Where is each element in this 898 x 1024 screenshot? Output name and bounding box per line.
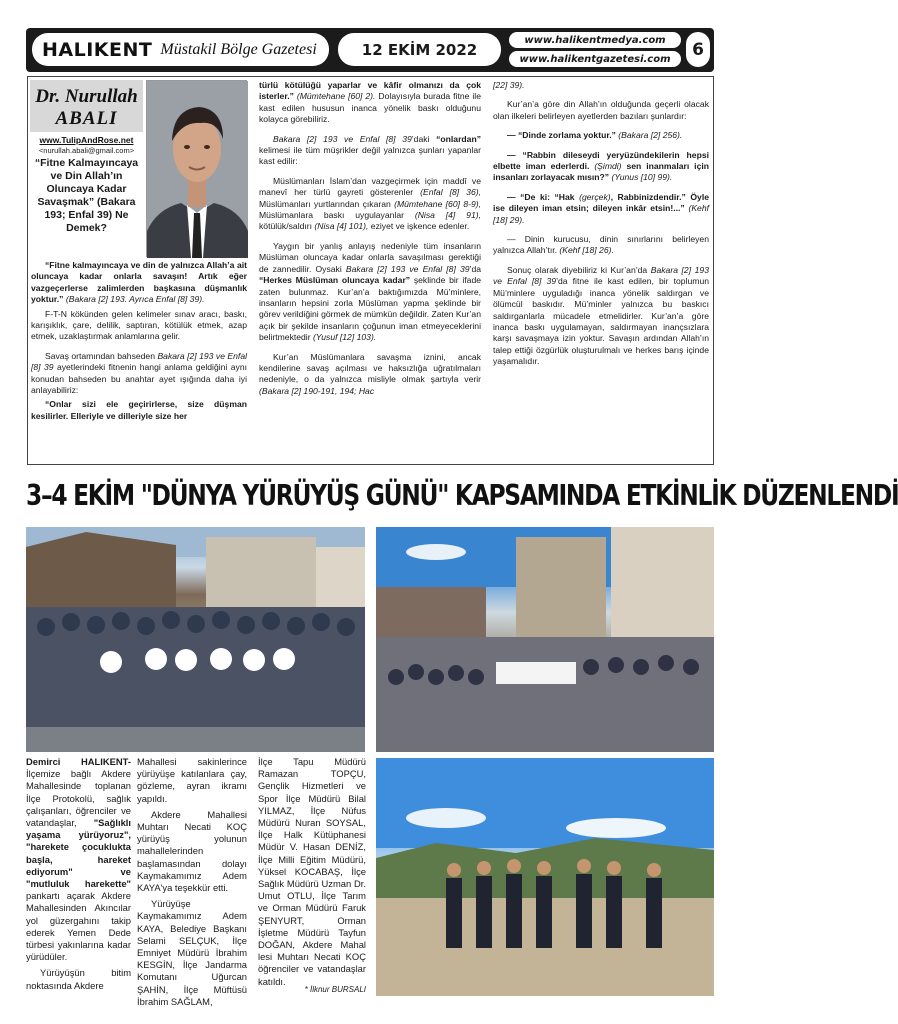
article-paragraph: Kur’an’a göre din Allah’ın olduğunda geçerli olacak olan ilkeleri belirleyen ayetlerden bazıları şunlardır: — [493, 99, 709, 121]
brand-name: HALIKENT — [42, 38, 153, 61]
officials-walking-photo — [376, 758, 714, 996]
author-last-name: ABALI — [55, 108, 118, 129]
article-paragraph: [22] 39). — [493, 80, 525, 90]
page-number: 6 — [686, 32, 710, 67]
article-paragraph: Savaş ortamından bahseden Bakara [2] 193 ve Enfal [8] 39 ayetlerindeki fitnenin hangi anlama geldiğini aynı konudan bahseden bu anahtar ayet ışığında daha iyi anlayabiliriz: — [31, 350, 248, 396]
article-paragraph: Yaygın bir yanlış anlayış nedeniyle tüm insanların Müslüman oluncaya kadar onlarla savaşılması gerektiği de zannedilir. Oysaki Bakara [2] 193 ve Enfal [8] 39’da “Herkes Müslüman oluncaya kadar” şeklinde bir ifade zaten bulunmaz. Kur’an’a baktığımızda Mü’minlere, insanların hepsini zorla Müslüman yapma şeklinde bir görev verildiğini görmek de mümkün değildir. Zaten Kur’an açık bir şekilde insanların çoğunun iman etmeyeceklerini belirtmektedir (Yusuf [12] 103). — [259, 240, 482, 343]
author-block — [30, 80, 143, 256]
news-paragraph: İlçe Tapu Müdürü Ramazan TOPÇU, Gençlik Hizmetleri ve Spor İlçe Müdürü Bilal YILMAZ, İlçe Nüfus Müdürü Nuran SOYSAL, İlçe Halk Kütüphanesi Müdür V. Hasan DENİZ, İlçe Milli Eğitim Müdürü, Yüksel KOCABAŞ, İlçe Sağlık Müdürü Uzman Dr. Umut OTLU, İlçe Tarım ve Orman Müdürü Faruk ŞENYURT, Orman İşletme Müdürü Tayfun DOĞAN, Akdere Mahal lesi Muhtarı Necati KOÇ öğrenciler ve vatandaşlar katıldı. — [258, 756, 366, 987]
masthead — [26, 28, 714, 72]
news-paragraph: Akdere Mahallesi Muhtarı Necati KOÇ yürüyüş yolunun mahallelerinden başlamasından dolayı Kaymakamımız Adem KAYA'ya teşekkür etti. — [137, 808, 247, 894]
quote-paragraph: — “De ki: “Hak (gerçek), Rabbinizdendir.” Öyle ise dileyen iman etsin; dileyen inkâr etsin!...” (Kehf [18] 29). — [493, 191, 709, 225]
article-paragraph: F-T-N kökünden gelen kelimeler sınav aracı, baskı, karışıklık, çare, delilik, saptıran, kötülük etmek, azap etmek, uzaklaştırmak anlamlarına gelir. — [31, 308, 247, 342]
website-link-2[interactable]: www.halikentgazetesi.com — [509, 51, 681, 67]
quote-paragraph: — “Rabbin dileseydi yeryüzündekilerin hepsi elbette iman ederlerdi. (Şimdi) sen inanmaları için insanları zorlayacak mısın?” (Yunus [10] 99). — [493, 149, 709, 183]
article-column-1 — [31, 260, 247, 462]
article-paragraph: Müslümanları İslam’dan vazgeçirmek için maddî ve manevî her türlü gayreti gösterenler (Enfal [8] 36), Müslümanları yurtlarından çıkaran (Mümtehane [60] 8-9), Müslümanlara baskı uygulayanlar (Nisa [4] 91), kötülük/saldırı (Nisa [4] 101), eziyet ve işkence edenler. — [259, 175, 481, 232]
newspaper-brand — [32, 33, 329, 66]
issue-date: 12 EKİM 2022 — [338, 33, 501, 66]
article-column-3 — [493, 80, 709, 462]
article-column-2 — [259, 80, 481, 462]
author-portrait — [146, 80, 247, 257]
quote-paragraph: — “Dinde zorlama yoktur.” (Bakara [2] 256). — [507, 130, 683, 141]
article-paragraph: Kur’an Müslümanlara savaşma iznini, ancak kendilerine savaş açılması ve haksızlığa uğratılmaları nedeniyle, o da yalnızca misliyle olmak şartıyla verir (Bakara [2] 190-191, 194; Hac — [259, 351, 481, 396]
article-paragraph: Bakara [2] 193 ve Enfal [8] 39’daki “onlardan” kelimesi ile tüm müşrikler değil yalnızca şunları yapanlar kast edilir: — [259, 133, 481, 167]
brand-tagline: Müstakil Bölge Gazetesi — [160, 40, 317, 58]
article-paragraph: “Fitne kalmayıncaya ve din de yalnızca Allah’a ait oluncaya kadar onlarla savaşın! Artık eğer vazgeçerlerse zalimlerden başkasına düşmanlık yoktur.” (Bakara [2] 193. Ayrıca Enfal [8] 39). — [31, 260, 247, 305]
news-paragraph: Mahallesi sakinlerince yürüyüşe katılanlara çay, gözleme, ayran ikramı yapıldı. — [137, 756, 247, 804]
article-paragraph: “Onlar sizi ele geçirirlerse, size düşman kesilirler. Elleriyle ve dilleriyle size her — [31, 399, 247, 421]
news-dateline: Demirci HALIKENT- — [26, 756, 131, 767]
author-name — [30, 80, 143, 132]
news-headline: 3–4 EKİM "DÜNYA YÜRÜYÜŞ GÜNÜ" KAPSAMINDA ETKİNLİK DÜZENLENDİ — [26, 479, 898, 512]
article-paragraph: Sonuç olarak diyebiliriz ki Kur’an’da Bakara [2] 193 ve Enfal [8] 39’da fitne ile kast edilen, bir toplumun Mü’minlere uyguladığı inanca yönelik saldırgan ve ölümcül baskıdır. Mü’minler yalnızca bu baskıcı saldırganlarla mücadele etmelidirler. Kur’an’a göre inanca baskı uygulamayan, saldırmayan inançsızlara karşı savaşmaya izin yoktur. Savaşın ardından Allah’ın talep ettiği özgürlük oluşturulmalı ve herkes barış içinde yaşamalıdır. — [493, 264, 709, 367]
news-paragraph: Yürüyüşün bitim noktasında Akdere — [26, 967, 131, 991]
reporter-byline: * İlknur BURSALI — [304, 985, 366, 994]
author-website-link[interactable]: www.TulipAndRose.net — [39, 135, 134, 145]
author-first-name: Dr. Nurullah — [35, 86, 138, 107]
news-paragraph: Demirci HALIKENT- İlçemize bağlı Akdere Mahallesinde toplanan İlçe Protokolü, sağlık çalışanları, öğrenciler ve vatandaşlar, "Sağlıklı yaşama yürüyoruz", "harekete çocuklukta başla, hareket ediyorum" ve "mutluluk harekette" pankartı açarak Akdere Mahallesinden Akıncılar yol güzergahını takip ederek Yemen Dede türbesi yakınlarına kadar yürüdüler. — [26, 756, 131, 963]
article-paragraph: türlü kötülüğü yaparlar ve kâfir olmanızı da çok isterler.” (Mümtehane [60] 2). Dolayısıyla burada fitne ile kast edilen hususun inanca yönelik baskı olduğunu kolayca görebiliriz. — [259, 80, 481, 125]
news-column-1 — [26, 756, 131, 996]
article-title: “Fitne Kalmayıncaya ve Din Allah’ın Oluncaya Kadar Savaşmak” (Bakara 193; Enfal 39) Ne Demek? — [34, 157, 139, 234]
website-link-1[interactable]: www.halikentmedya.com — [509, 32, 681, 48]
news-paragraph: Yürüyüşe Kaymakamımız Adem KAYA, Belediye Başkanı Selami SELÇUK, İlçe Emniyet Müdürü İbrahim KESGİN, İlçe Jandarma Komutanı Uğurcan ŞAHİN, İlçe Müftüsü İbrahim SAĞLAM, — [137, 898, 247, 1007]
group-photo-2 — [376, 527, 714, 752]
author-email[interactable]: <nurullah.abali@gmail.com> — [38, 146, 135, 155]
article-paragraph: — Dinin kurucusu, dinin sınırlarını belirleyen yalnızca Allah’tır. (Kehf [18] 26). — [493, 234, 709, 256]
group-photo-1 — [26, 527, 365, 752]
news-column-2 — [137, 756, 247, 1007]
news-column-3 — [258, 756, 366, 996]
